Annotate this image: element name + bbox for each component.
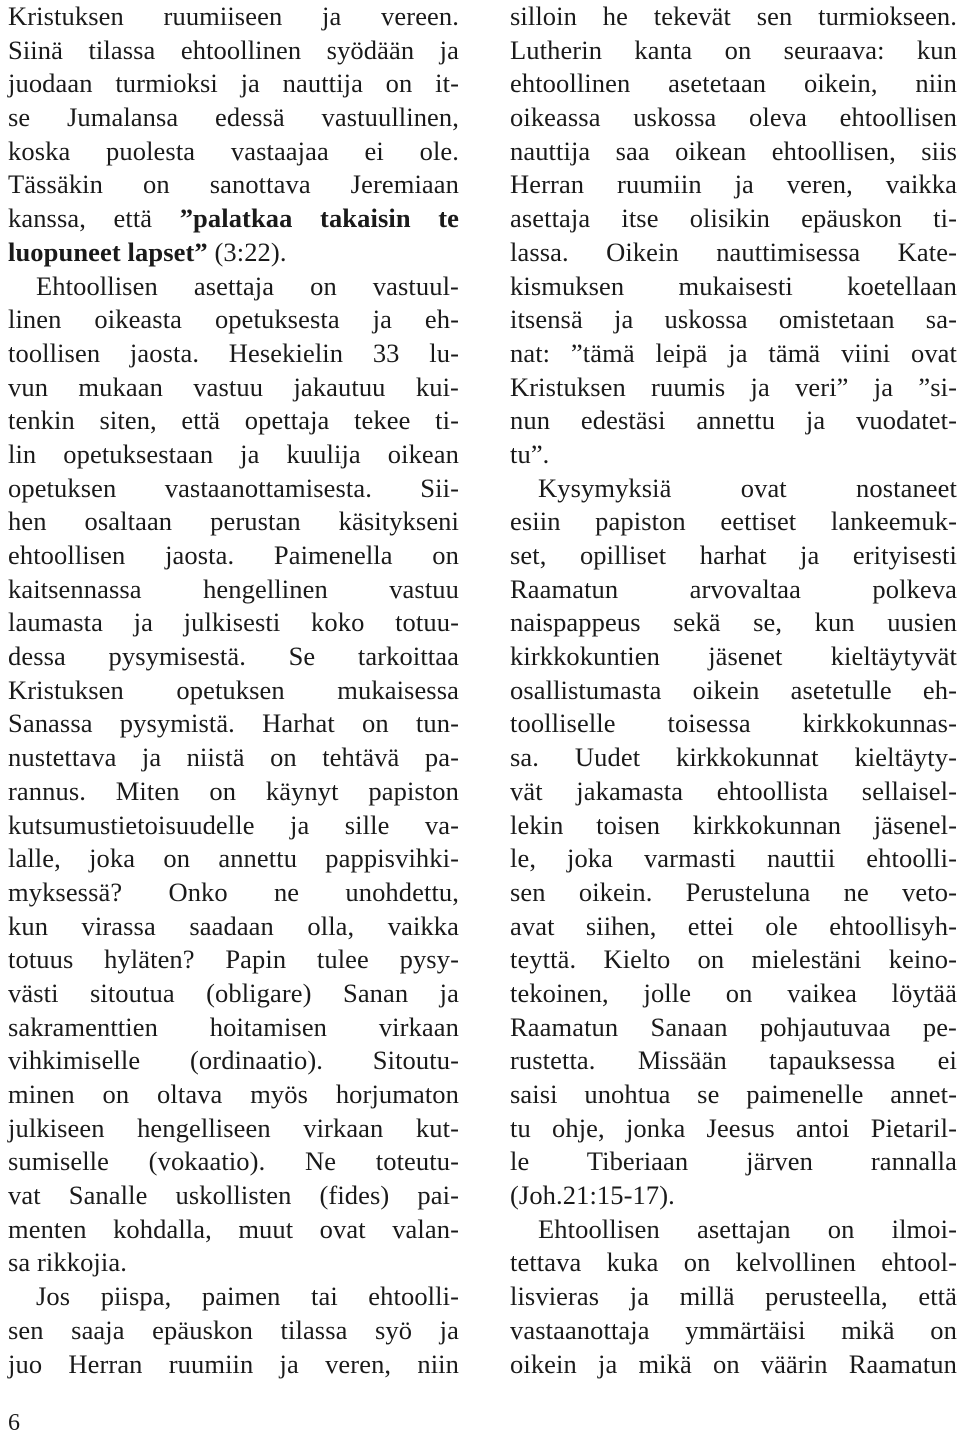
text-run: (3:22).: [207, 236, 287, 267]
text-line: myksessä? Onko ne unohdettu,: [8, 876, 459, 907]
text-line: kutsumustietoisuudelle ja sille va-: [8, 809, 459, 840]
left-text-column: [8, 0, 459, 1381]
right-text-column: [510, 0, 957, 1381]
text-line: le Tiberiaan järven rannalla: [510, 1146, 957, 1177]
text-line: Kristuksen opetuksen mukaisessa: [8, 674, 459, 705]
text-line: kun virassa saadaan olla, vaikka: [8, 910, 459, 941]
text-line: toollisen jaosta. Hesekielin 33 lu-: [8, 337, 459, 368]
text-line: toolliselle toisessa kirkkokunnas-: [510, 708, 957, 739]
text-line: osallistumasta oikein asetetulle eh-: [510, 674, 957, 705]
text-line: nun edestäsi annettu ja vuodatet-: [510, 405, 957, 436]
text-line: tu ohje, jonka Jeesus antoi Pietaril-: [510, 1112, 957, 1143]
text-line: tu”.: [510, 438, 550, 469]
text-line: se Jumalansa edessä vastuullinen,: [8, 102, 459, 133]
text-line: nat: ”tämä leipä ja tämä viini ovat: [510, 337, 957, 368]
text-line: totuus hyläten? Papin tulee pysy-: [8, 944, 459, 975]
text-line: dessa pysymisestä. Se tarkoittaa: [8, 641, 459, 672]
text-line: Tässäkin on sanottava Jeremiaan: [8, 169, 459, 200]
text-line: nustettava ja niistä on tehtävä pa-: [8, 742, 459, 773]
text-line: minen on oltava myös horjumaton: [8, 1079, 459, 1109]
text-line: vat Sanalle uskollisten (fides) pai-: [8, 1180, 459, 1211]
text-line: esiin papiston eettiset lankeemuk-: [510, 506, 957, 537]
text-line: vun mukaan vastuu jakautuu kui-: [8, 371, 459, 402]
text-line: lekin toisen kirkkokunnan jäsenel-: [510, 809, 957, 840]
text-line: set, opilliset harhat ja erityisesti: [510, 540, 957, 570]
text-line: naispappeus sekä se, kun uusien: [510, 607, 957, 638]
text-line: asettaja itse olisikin epäuskon ti-: [510, 203, 957, 234]
paragraph-start-line: Kysymyksiä ovat nostaneet: [538, 472, 957, 503]
text-line: juo Herran ruumiin ja veren, niin: [8, 1348, 459, 1379]
text-line: sen saaja epäuskon tilassa syö ja: [8, 1314, 459, 1345]
text-line: oikeassa uskossa oleva ehtoollisen: [510, 102, 957, 133]
text-line: Sanassa pysymistä. Harhat on tun-: [8, 708, 459, 739]
text-line: tenkin siten, että opettaja tekee ti-: [8, 405, 459, 436]
text-line: opetuksen vastaanottamisesta. Sii-: [8, 472, 459, 503]
text-line: Raamatun arvovaltaa polkeva: [510, 573, 957, 604]
paragraph-start-line: Ehtoollisen asettajan on ilmoi-: [538, 1213, 957, 1244]
text-line: vastaanottaja ymmärtäisi mikä on: [510, 1314, 957, 1345]
text-line: silloin he tekevät sen turmiokseen.: [510, 1, 957, 31]
text-line: nauttija saa oikean ehtoollisen, siis: [510, 135, 957, 166]
text-line: kaitsennassa hengellinen vastuu: [8, 573, 459, 604]
text-line: itsensä ja uskossa omistetaan sa-: [510, 304, 957, 335]
text-line: le, joka varmasti nauttii ehtoolli-: [510, 843, 957, 874]
text-line: vät jakamasta ehtoollista sellaisel-: [510, 775, 957, 806]
text-line: Siinä tilassa ehtoollinen syödään ja: [8, 34, 459, 65]
text-line: hen osaltaan perustan käsitykseni: [8, 506, 459, 537]
text-line: juodaan turmioksi ja nauttija on it-: [8, 68, 459, 99]
text-line: lisvieras ja millä perusteella, että: [510, 1281, 957, 1312]
text-line: ehtoollisen jaosta. Paimenella on: [8, 540, 459, 570]
text-line: kirkkokuntien jäsenet kieltäytyvät: [510, 641, 957, 672]
text-line: [8, 236, 459, 270]
text-line: västi sitoutua (obligare) Sanan ja: [8, 977, 459, 1008]
bold-quote: ”palatkaa takaisin te: [179, 203, 459, 234]
text-line: tettava kuka on kelvollinen ehtool-: [510, 1247, 957, 1278]
text-line: Raamatun Sanaan pohjautuvaa pe-: [510, 1011, 957, 1042]
text-run: kanssa, että: [8, 203, 180, 234]
text-line: lalle, joka on annettu pappisvihki-: [8, 843, 459, 874]
text-line: sen oikein. Perusteluna ne veto-: [510, 876, 957, 907]
text-line: tekoinen, jolle on vaikea löytää: [510, 977, 957, 1008]
text-line: ehtoollinen asetetaan oikein, niin: [510, 68, 957, 99]
text-line: koska puolesta vastaajaa ei ole.: [8, 135, 459, 166]
text-line: lin opetuksestaan ja kuulija oikean: [8, 438, 459, 469]
text-line: kismuksen mukaisesti koetellaan: [510, 270, 957, 301]
text-line: rannus. Miten on käynyt papiston: [8, 775, 459, 806]
text-line: sakramenttien hoitamisen virkaan: [8, 1011, 459, 1042]
text-line: lassa. Oikein nauttimisessa Kate-: [510, 236, 957, 267]
text-line: rustetta. Missään tapauksessa ei: [510, 1045, 957, 1076]
bold-quote: luopuneet lapset”: [8, 236, 208, 267]
text-line: menten kohdalla, muut ovat valan-: [8, 1213, 459, 1244]
text-line: vihkimiselle (ordinaatio). Sitoutu-: [8, 1045, 459, 1076]
text-line: julkiseen hengelliseen virkaan kut-: [8, 1112, 459, 1143]
text-line: Kristuksen ruumiiseen ja vereen.: [8, 1, 459, 31]
text-line: teyttä. Kielto on mielestäni keino-: [510, 944, 957, 975]
text-line: (Joh.21:15-17).: [510, 1180, 675, 1211]
paragraph-start-line: Ehtoollisen asettaja on vastuul-: [36, 270, 459, 301]
page-number: 6: [8, 1410, 20, 1436]
text-line: oikein ja mikä on väärin Raamatun: [510, 1348, 957, 1379]
text-line: sa rikkojia.: [8, 1247, 127, 1278]
text-line: saisi unohtua se paimenelle annet-: [510, 1079, 957, 1109]
paragraph-start-line: Jos piispa, paimen tai ehtoolli-: [36, 1281, 459, 1312]
text-line: Herran ruumiin ja veren, vaikka: [510, 169, 957, 200]
text-line: sumiselle (vokaatio). Ne toteutu-: [8, 1146, 459, 1177]
text-line: avat siihen, ettei ole ehtoollisyh-: [510, 910, 957, 941]
text-line: linen oikeasta opetuksesta ja eh-: [8, 304, 459, 335]
text-line: laumasta ja julkisesti koko totuu-: [8, 607, 459, 638]
text-line: Kristuksen ruumis ja veri” ja ”si-: [510, 371, 957, 402]
text-line: sa. Uudet kirkkokunnat kieltäyty-: [510, 742, 957, 773]
text-line: Lutherin kanta on seuraava: kun: [510, 34, 957, 65]
text-line: [8, 202, 459, 236]
